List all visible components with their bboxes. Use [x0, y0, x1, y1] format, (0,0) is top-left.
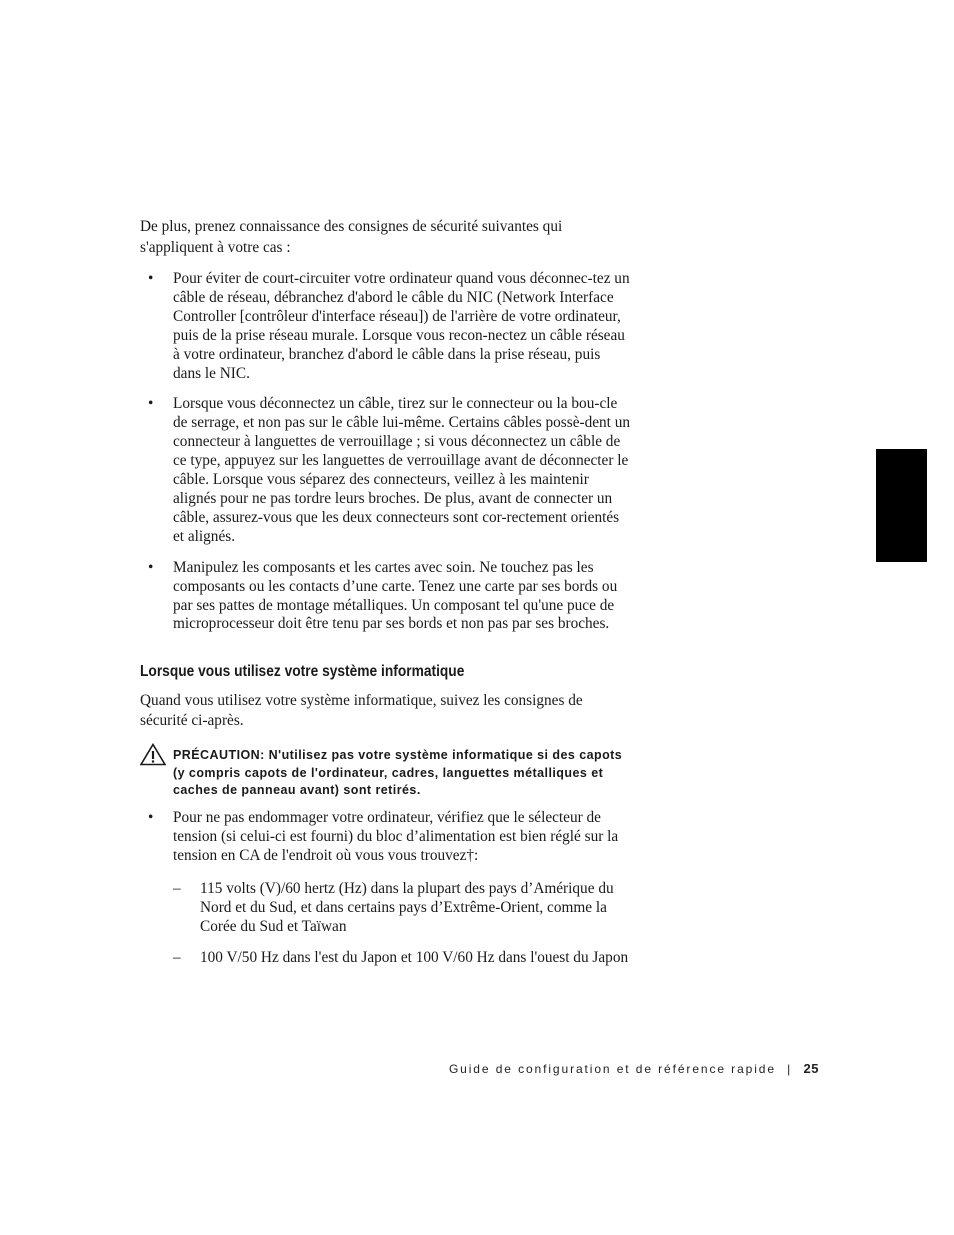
- caution-notice: [140, 747, 632, 799]
- dash-mark: –: [173, 948, 181, 966]
- bullet-text: Pour ne pas endommager votre ordinateur, vérifiez que le sélecteur de tension (si celui-ci est fourni) du bloc d’alimentation est bien réglé sur la tension en CA de l'endroit où vous vous trouvez†:: [173, 809, 619, 865]
- safety-bullet-list: [140, 270, 632, 634]
- sub-item-text: 115 volts (V)/60 hertz (Hz) dans la plupart des pays d’Amérique du Nord et du Sud, et dans certains pays d’Extrême-Orient, comme la Corée du Sud et Taïwan: [200, 879, 614, 935]
- list-item: [140, 270, 632, 383]
- chapter-side-tab: [876, 449, 927, 562]
- page-footer: [449, 1061, 819, 1076]
- warning-triangle-icon: [140, 743, 166, 766]
- sub-list-item: [140, 880, 632, 937]
- bullet-mark: •: [148, 395, 154, 413]
- page-number: 25: [803, 1061, 819, 1076]
- dash-mark: –: [173, 879, 181, 897]
- list-item: [140, 559, 632, 635]
- bullet-text: Pour éviter de court-circuiter votre ordinateur quand vous déconnec-tez un câble de réseau, débranchez d'abord le câble du NIC (Network Interface Controller [contrôleur d'interface réseau]) de l'arrière de votre ordinateur, puis de la prise réseau murale. Lorsque vous recon-nectez un câble réseau à votre ordinateur, branchez d'abord le câble dans la prise réseau, puis dans le NIC.: [173, 270, 630, 382]
- bullet-text: Lorsque vous déconnectez un câble, tirez sur le connecteur ou la bou-cle de serrage, et non pas sur le câble lui-même. Certains câbles possè-dent un connecteur à languettes de verrouillage ; si vous déconnectez un câble de ce type, appuyez sur les languettes de verrouillage avant de déconnecter le câble. Lorsque vous séparez des connecteurs, veillez à les maintenir alignés pour ne pas tordre leurs broches. De plus, avant de connecter un câble, assurez-vous que les deux connecteurs sont cor-rectement orientés et alignés.: [173, 395, 631, 545]
- sub-list-item: [140, 949, 632, 968]
- footer-separator: |: [787, 1062, 791, 1076]
- list-item: [140, 395, 632, 546]
- page-content: [140, 216, 632, 968]
- list-item: [140, 809, 632, 866]
- bullet-text: Manipulez les composants et les cartes avec soin. Ne touchez pas les composants ou les contacts d’une carte. Tenez une carte par ses bords ou par ses pattes de montage métalliques. Un composant tel qu'une puce de microprocesseur doit être tenu par ses bords et non pas par ses broches.: [173, 558, 618, 633]
- section-heading: Lorsque vous utilisez votre système informatique: [140, 663, 465, 681]
- bullet-mark: •: [148, 558, 154, 576]
- caution-text: PRÉCAUTION: N'utilisez pas votre système informatique si des capots (y compris capots de l'ordinateur, cadres, languettes métalliques et caches de panneau avant) sont retirés.: [173, 748, 623, 797]
- section-intro-paragraph: Quand vous utilisez votre système informatique, suivez les consignes de sécurité ci-après.: [140, 692, 583, 730]
- sub-item-text: 100 V/50 Hz dans l'est du Japon et 100 V/60 Hz dans l'ouest du Japon: [200, 948, 629, 966]
- footer-title: Guide de configuration et de référence rapide: [448, 1062, 776, 1076]
- intro-paragraph: De plus, prenez connaissance des consignes de sécurité suivantes qui s'appliquent à votre cas :: [140, 218, 563, 256]
- bullet-mark: •: [148, 270, 154, 287]
- bullet-mark: •: [148, 809, 154, 827]
